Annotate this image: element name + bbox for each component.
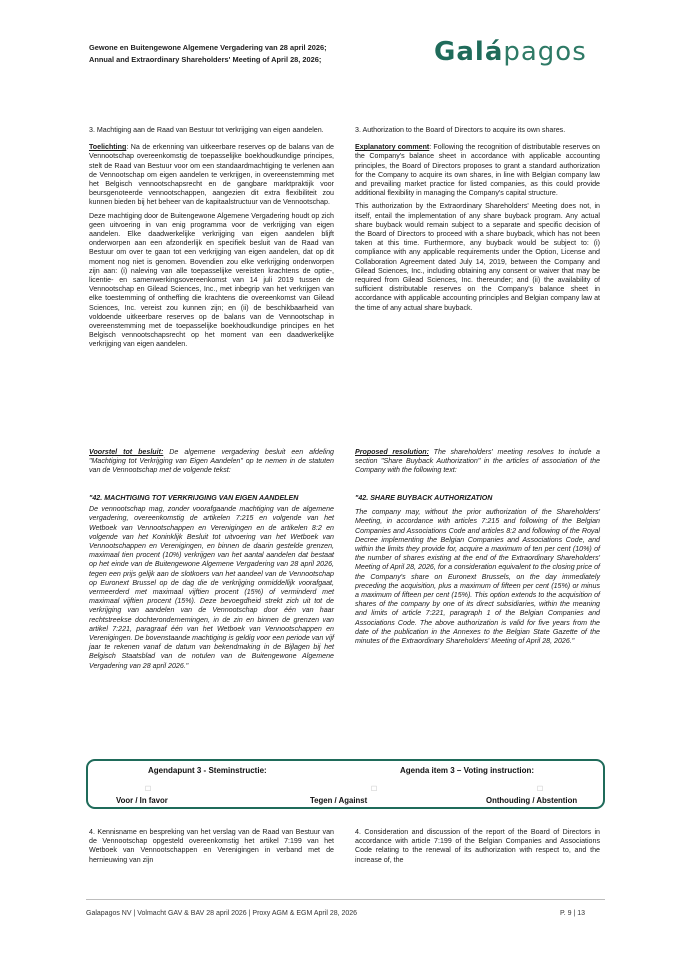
- footer-divider: [86, 899, 605, 900]
- option-against-label: Tegen / Against: [310, 796, 368, 805]
- article-42-en: [355, 494, 600, 650]
- authorization-paragraph-nl: Deze machtiging door de Buitengewone Algemene Vergadering houdt op zich geen uitvoering in van enig programma voor de verkrijging van eigen aandelen. Elke daadwerkelijke verkrijging van eigen aandelen blijft onderworpen aan een afzonderlijk en specifiek besluit van de Raad van Bestuur om over te gaan tot een verkrijging van eigen aandelen, dat op dit moment nog niet is genomen. Bovendien zou elke verkrijging onderworpen zijn aan: (i) naleving van alle toepasselijke vereisten krachtens de optie-, licentie- en samenwerkingsovereenkomst van 14 juli 2019 tussen de Vennootschap en Gilead Sciences, Inc., met inbegrip van het verkrijgen van elke toestemming of ontheffing die krachtens die overeenkomst van Gilead Sciences, Inc. vereist zou kunnen zijn; en (ii) de beschikbaarheid van voldoende uitkeerbare reserves op de balans van de Vennootschap in overeenstemming met de toepasselijke boekhoudkundige principes en het Belgisch vennootschapsrecht op het moment van een daadwerkelijke verkrijging van eigen aandelen.: [89, 211, 334, 349]
- header-title-en: Annual and Extraordinary Shareholders' Meeting of April 28, 2026;: [89, 55, 322, 64]
- proposed-resolution-en: Proposed resolution: The shareholders' meeting resolves to include a section "Share Buyback Authorization" in the articles of association of the Company with the following text:: [355, 448, 600, 475]
- authorization-paragraph-en: This authorization by the Extraordinary Shareholders' Meeting does not, in itself, entail the implementation of any share buyback program. Any actual share buyback would remain subject to a separate and specific decision of the Board of Directors to proceed with a share buyback, which has not been taken at this time. Furthermore, any buyback would be subject to: (i) compliance with any applicable requirements under the Option, License and Collaboration Agreement dated July 14, 2019, between the Company and Gilead Sciences, Inc., including obtaining any consent or waiver that may be required from Gilead Sciences, Inc. thereunder; and (ii) the availability of sufficient distributable reserves on the Company's balance sheet in accordance with applicable accounting principles and Belgian company law at the time of any actual share buyback.: [355, 202, 600, 312]
- article-42-text-nl: De vennootschap mag, zonder voorafgaande machtiging van de algemene vergadering, overeenkomstig de artikelen 7:215 en volgende van het Wetboek van Vennootschappen en Verenigingen en de artikelen 8:2 en volgende van het Koninklijk Besluit tot uitvoering van het Wetboek van Vennootschappen en Verenigingen, en binnen de daarin gestelde grenzen, maximaal tien procent (10%) verkrijgen van het aantal aandelen dat bestaat op het einde van de Buitengewone Algemene Vergadering van 28 april 2026, tegen een prijs gelijk aan de slotkoers van het aandeel van de Vennootschap op Euronext Brussel op de dag die de verkrijging onmiddellijk voorafgaat, vermeerderd met maximaal vijftien procent (15%) of verminderd met maximaal vijftien procent (15%). Deze bevoegdheid strekt zich uit tot de verkrijging van aandelen van de Vennootschap door één van haar rechtstreekse dochterondernemingen, in de zin en binnen de grenzen van artikel 7:221, paragraaf één van het Wetboek van Vennootschappen en Verenigingen. De bovenstaande machtiging is geldig voor een periode van vijf jaar te rekenen vanaf de datum van bekendmaking in de Bijlagen bij het Belgisch Staatsblad van de notulen van de Buitengewone Algemene Vergadering van 28 april 2026.": [89, 505, 334, 670]
- agenda-item-3-heading-en: 3. Authorization to the Board of Directors to acquire its own shares.: [355, 126, 566, 134]
- article-42-text-en: The company may, without the prior authorization of the Shareholders' Meeting, in accordance with articles 7:215 and following of the Belgian Companies and Associations Code and articles 8:2 and following of the Royal Decree implementing the Belgian Companies and Associations Code, and within the limits they provide for, acquire a maximum of ten per cent (10%) of the number of shares existing at the end of the Extraordinary Shareholders' Meeting of April 28, 2026, for a consideration equivalent to the closing price of the Company's share on Euronext Brussels, on the day immediately preceding the acquisition, plus a maximum of fifteen per cent (15%) or minus a maximum of fifteen per cent (15%). This option extends to the acquisition of shares of the company by one of its direct subsidiaries, within the meaning and limits of article 7:221, paragraph 1 of the Belgian Companies and Associations Code. The above authorization is valid for five years from the date of the publication in the Annexes to the Belgian State Gazette of the minutes of the Extraordinary Shareholders' Meeting of April 28, 2026.": [355, 508, 600, 646]
- checkbox-in-favor[interactable]: ☐: [144, 786, 152, 793]
- explanatory-comment-en: Explanatory comment: Following the recognition of distributable reserves on the Company's balance sheet in accordance with applicable accounting principles, the Board of Directors proposes to grant a standard authorization for the Company to acquire its own shares, in line with Belgian company law and prevailing market practice for listed companies, as this could provide additional flexibility in managing the Company's capital structure.: [355, 143, 600, 198]
- voting-title-en: Agenda item 3 – Voting instruction:: [400, 766, 535, 775]
- checkbox-against[interactable]: ☐: [370, 786, 378, 793]
- article-42-nl: [89, 494, 334, 675]
- explanatory-comment-nl: Toelichting: Na de erkenning van uitkeerbare reserves op de balans van de Vennootschap overeenkomstig de toepasselijke boekhoudkundige principes, stelt de Raad van Bestuur voor om een standaardmachtiging te verlenen aan de Vennootschap om eigen aandelen te verkrijgen, in overeenstemming met het Belgisch vennootschapsrecht en de gangbare marktpraktijk voor beursgenoteerde vennootschappen, aangezien dit extra flexibiliteit zou kunnen bieden bij het beheer van de kapitaalstructuur van de Vennootschap.: [89, 143, 334, 207]
- page-number: P. 9 | 13: [560, 910, 586, 917]
- checkbox-abstention[interactable]: ☐: [536, 786, 544, 793]
- footer-document-info: Galapagos NV | Volmacht GAV & BAV 28 april 2026 | Proxy AGM & EGM April 28, 2026: [86, 910, 358, 917]
- article-42-title-nl: "42. MACHTIGING TOT VERKRIJGING VAN EIGEN AANDELEN: [89, 494, 299, 502]
- option-in-favor-label: Voor / In favor: [116, 796, 168, 805]
- agenda-item-4-en: 4. Consideration and discussion of the report of the Board of Directors in accordance with article 7:199 of the Belgian Companies and Associations Code relating to the renewal of its authorization with respect to, and the increase of, the: [355, 828, 600, 864]
- right-column-english: [355, 126, 600, 317]
- voting-title-nl: Agendapunt 3 - Steminstructie:: [148, 766, 267, 775]
- document-header: [89, 42, 419, 66]
- option-abstention-label: Onthouding / Abstention: [486, 796, 578, 805]
- agenda-item-3-heading-nl: 3. Machtiging aan de Raad van Bestuur tot verkrijging van eigen aandelen.: [89, 126, 324, 134]
- agenda-item-4-nl: 4. Kennisname en bespreking van het verslag van de Raad van Bestuur van de Vennootschap opgesteld overeenkomstig het artikel 7:199 van het Wetboek van Vennootschappen en Verenigingen in verband met de hernieuwing van zijn: [89, 828, 334, 864]
- header-title-nl: Gewone en Buitengewone Algemene Vergadering van 28 april 2026;: [89, 43, 327, 52]
- voting-instruction-box: [86, 759, 605, 809]
- article-42-title-en: "42. SHARE BUYBACK AUTHORIZATION: [355, 494, 493, 502]
- proposed-resolution-nl: Voorstel tot besluit: De algemene vergadering besluit een afdeling "Machtiging tot Verkrijging van Eigen Aandelen" op te nemen in de statuten van de Vennootschap met de volgende tekst:: [89, 448, 334, 475]
- galapagos-logo: Galápagos: [434, 37, 587, 67]
- left-column-dutch: [89, 126, 334, 354]
